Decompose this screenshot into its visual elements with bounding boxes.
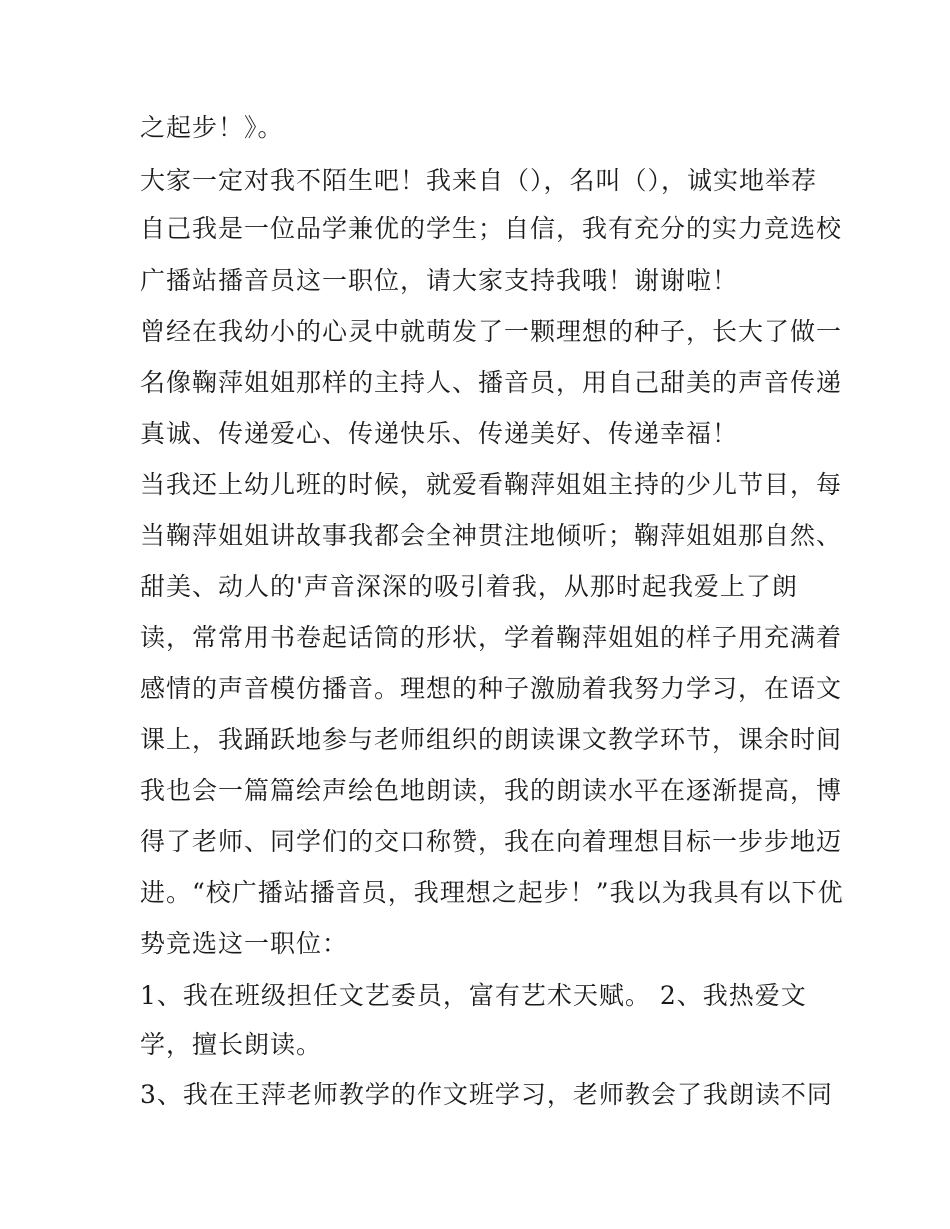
text-line: 曾经在我幼小的心灵中就萌发了一颗理想的种子，长大了做一: [140, 317, 843, 346]
text-line: 势竞选这一职位：: [140, 929, 349, 958]
text-line: 甜美、动人的'声音深深的吸引着我，从那时起我爱上了朗: [140, 572, 798, 601]
text-line: 名像鞠萍姐姐那样的主持人、播音员，用自己甜美的声音传递: [140, 368, 843, 397]
text-line: 广播站播音员这一职位，请大家支持我哦！谢谢啦！: [140, 266, 739, 295]
text-line: 感情的声音模仿播音。理想的种子激励着我努力学习，在语文: [140, 674, 843, 703]
text-line: 读，常常用书卷起话筒的形状，学着鞠萍姐姐的样子用充满着: [140, 623, 843, 652]
text-line: 课上，我踊跃地参与老师组织的朗读课文教学环节，课余时间: [140, 725, 843, 754]
text-line: 大家一定对我不陌生吧！我来自（），名叫（），诚实地举荐: [140, 166, 818, 195]
text-line: 进。“校广播站播音员，我理想之起步！”我以为我具有以下优: [140, 878, 844, 907]
text-line: 我也会一篇篇绘声绘色地朗读，我的朗读水平在逐渐提高，博: [140, 776, 843, 805]
text-line: 当我还上幼儿班的时候，就爱看鞠萍姐姐主持的少儿节目，每: [140, 470, 843, 499]
text-line: 得了老师、同学们的交口称赞，我在向着理想目标一步步地迈: [140, 827, 843, 856]
text-line: 当鞠萍姐姐讲故事我都会全神贯注地倾听；鞠萍姐姐那自然、: [140, 521, 843, 550]
text-line: 学，擅长朗读。: [140, 1030, 323, 1059]
text-line: 1、我在班级担任文艺委员，富有艺术天赋。 2、我热爱文: [140, 981, 807, 1010]
text-line: 真诚、传递爱心、传递快乐、传递美好、传递幸福！: [140, 419, 739, 448]
text-line: 自己我是一位品学兼优的学生；自信，我有充分的实力竞选校: [140, 214, 843, 243]
text-line: 之起步！》。: [140, 113, 284, 142]
text-line: 3、我在王萍老师教学的作文班学习，老师教会了我朗读不同: [140, 1080, 833, 1109]
